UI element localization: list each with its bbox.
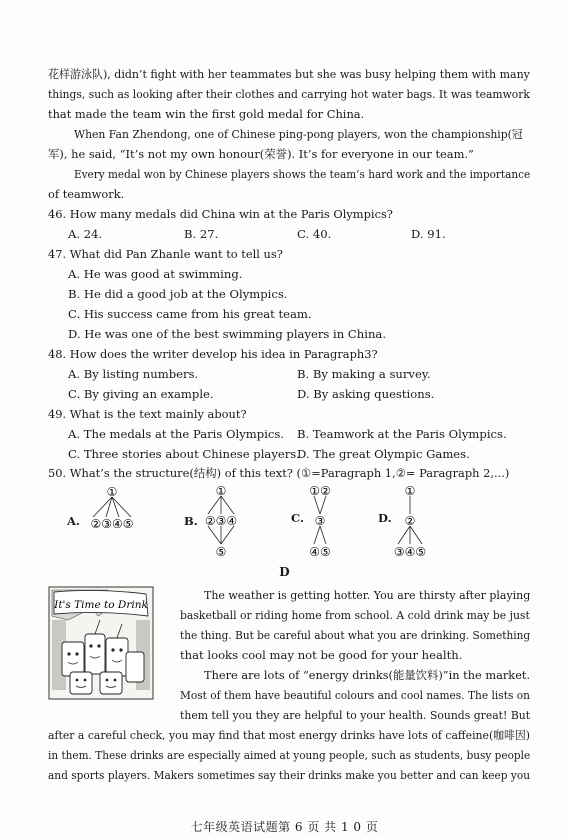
page-footer: 七年级英语试题第 6 页 共 1 0 页 bbox=[190, 820, 379, 834]
question-stem: 49. What is the text mainly about? bbox=[48, 407, 247, 421]
passage-line: in them. These drinks are especially aimed at young people, such as students, busy people bbox=[48, 748, 531, 762]
structure-diagram-a bbox=[84, 484, 144, 534]
option-label[interactable]: B. bbox=[184, 514, 198, 528]
option[interactable]: A. The medals at the Paris Olympics. bbox=[68, 427, 285, 441]
diagram-node: ①② bbox=[309, 484, 331, 498]
section-heading: D bbox=[279, 565, 290, 579]
passage-line: Most of them have beautiful colours and cool names. The lists on bbox=[180, 688, 530, 702]
diagram-node: ① bbox=[215, 484, 227, 498]
option[interactable]: D. By asking questions. bbox=[297, 387, 435, 401]
diagram-node: ① bbox=[404, 484, 416, 498]
passage-line: the thing. But be careful about what you are drinking. Something bbox=[180, 628, 531, 642]
option[interactable]: B. 27. bbox=[184, 227, 219, 241]
question-stem: 50. What’s the structure(结构) of this text? (①=Paragraph 1,②= Paragraph 2,...) bbox=[48, 466, 510, 480]
diagram-node: ③④⑤ bbox=[393, 545, 427, 559]
question-stem: 47. What did Pan Zhanle want to tell us? bbox=[48, 247, 283, 261]
option[interactable]: A. By listing numbers. bbox=[68, 367, 199, 381]
passage-line: Every medal won by Chinese players shows the team’s hard work and the importance bbox=[74, 167, 531, 181]
option[interactable]: B. He did a good job at the Olympics. bbox=[68, 287, 288, 301]
option[interactable]: C. By giving an example. bbox=[68, 387, 214, 401]
option[interactable]: B. Teamwork at the Paris Olympics. bbox=[297, 427, 507, 441]
structure-diagram-b bbox=[200, 484, 250, 560]
option[interactable]: D. 91. bbox=[411, 227, 446, 241]
option[interactable]: C. His success came from his great team. bbox=[68, 307, 312, 321]
passage-line: of teamwork. bbox=[48, 187, 125, 201]
diagram-node: ②③④ bbox=[204, 514, 238, 528]
option[interactable]: D. The great Olympic Games. bbox=[297, 447, 470, 461]
diagram-node: ② bbox=[404, 514, 416, 528]
diagram-node: ②③④⑤ bbox=[90, 517, 134, 531]
passage-line: them tell you they are helpful to your health. Sounds great! But bbox=[180, 708, 531, 722]
structure-diagram-c bbox=[304, 484, 344, 560]
diagram-node: ③ bbox=[314, 514, 326, 528]
passage-line: When Fan Zhendong, one of Chinese ping-pong players, won the championship(冠 bbox=[74, 127, 523, 141]
poster-title: It's Time to Drink bbox=[54, 599, 148, 611]
option[interactable]: A. 24. bbox=[68, 227, 103, 241]
passage-line: There are lots of “energy drinks(能量饮料)”in the market. bbox=[204, 668, 531, 682]
option-label[interactable]: D. bbox=[378, 511, 392, 525]
question-stem: 46. How many medals did China win at the Paris Olympics? bbox=[48, 207, 393, 221]
passage-line: The weather is getting hotter. You are thirsty after playing bbox=[204, 588, 531, 602]
passage-line: 军), he said, “It’s not my own honour(荣誉). It’s for everyone in our team.” bbox=[48, 147, 474, 161]
option[interactable]: D. He was one of the best swimming players in China. bbox=[68, 327, 387, 341]
passage-line: 花样游泳队), didn’t fight with her teammates but she was busy helping them with many bbox=[48, 67, 530, 81]
question-stem: 48. How does the writer develop his idea in Paragraph3? bbox=[48, 347, 378, 361]
option[interactable]: C. 40. bbox=[297, 227, 332, 241]
option-label[interactable]: C. bbox=[291, 511, 304, 525]
passage-line: and sports players. Makers sometimes say their drinks make you better and can keep you bbox=[48, 768, 531, 782]
passage-line: basketball or riding home from school. A cold drink may be just bbox=[180, 608, 530, 622]
passage-line: things, such as looking after their clothes and carrying hot water bags. It was teamwork bbox=[48, 87, 530, 101]
option[interactable]: C. Three stories about Chinese players. bbox=[68, 447, 300, 461]
passage-line: that made the team win the first gold medal for China. bbox=[48, 107, 365, 121]
diagram-node: ④⑤ bbox=[309, 545, 331, 559]
drink-poster-illustration bbox=[48, 586, 154, 700]
option[interactable]: A. He was good at swimming. bbox=[68, 267, 243, 281]
diagram-node: ⑤ bbox=[215, 545, 227, 559]
passage-line: that looks cool may not be good for your health. bbox=[180, 648, 463, 662]
option[interactable]: B. By making a survey. bbox=[297, 367, 431, 381]
structure-diagram-d bbox=[392, 484, 436, 560]
passage-line: after a careful check, you may find that most energy drinks have lots of caffeine(咖啡因) bbox=[48, 728, 530, 742]
option-label[interactable]: A. bbox=[67, 514, 80, 528]
diagram-node: ① bbox=[106, 485, 118, 499]
